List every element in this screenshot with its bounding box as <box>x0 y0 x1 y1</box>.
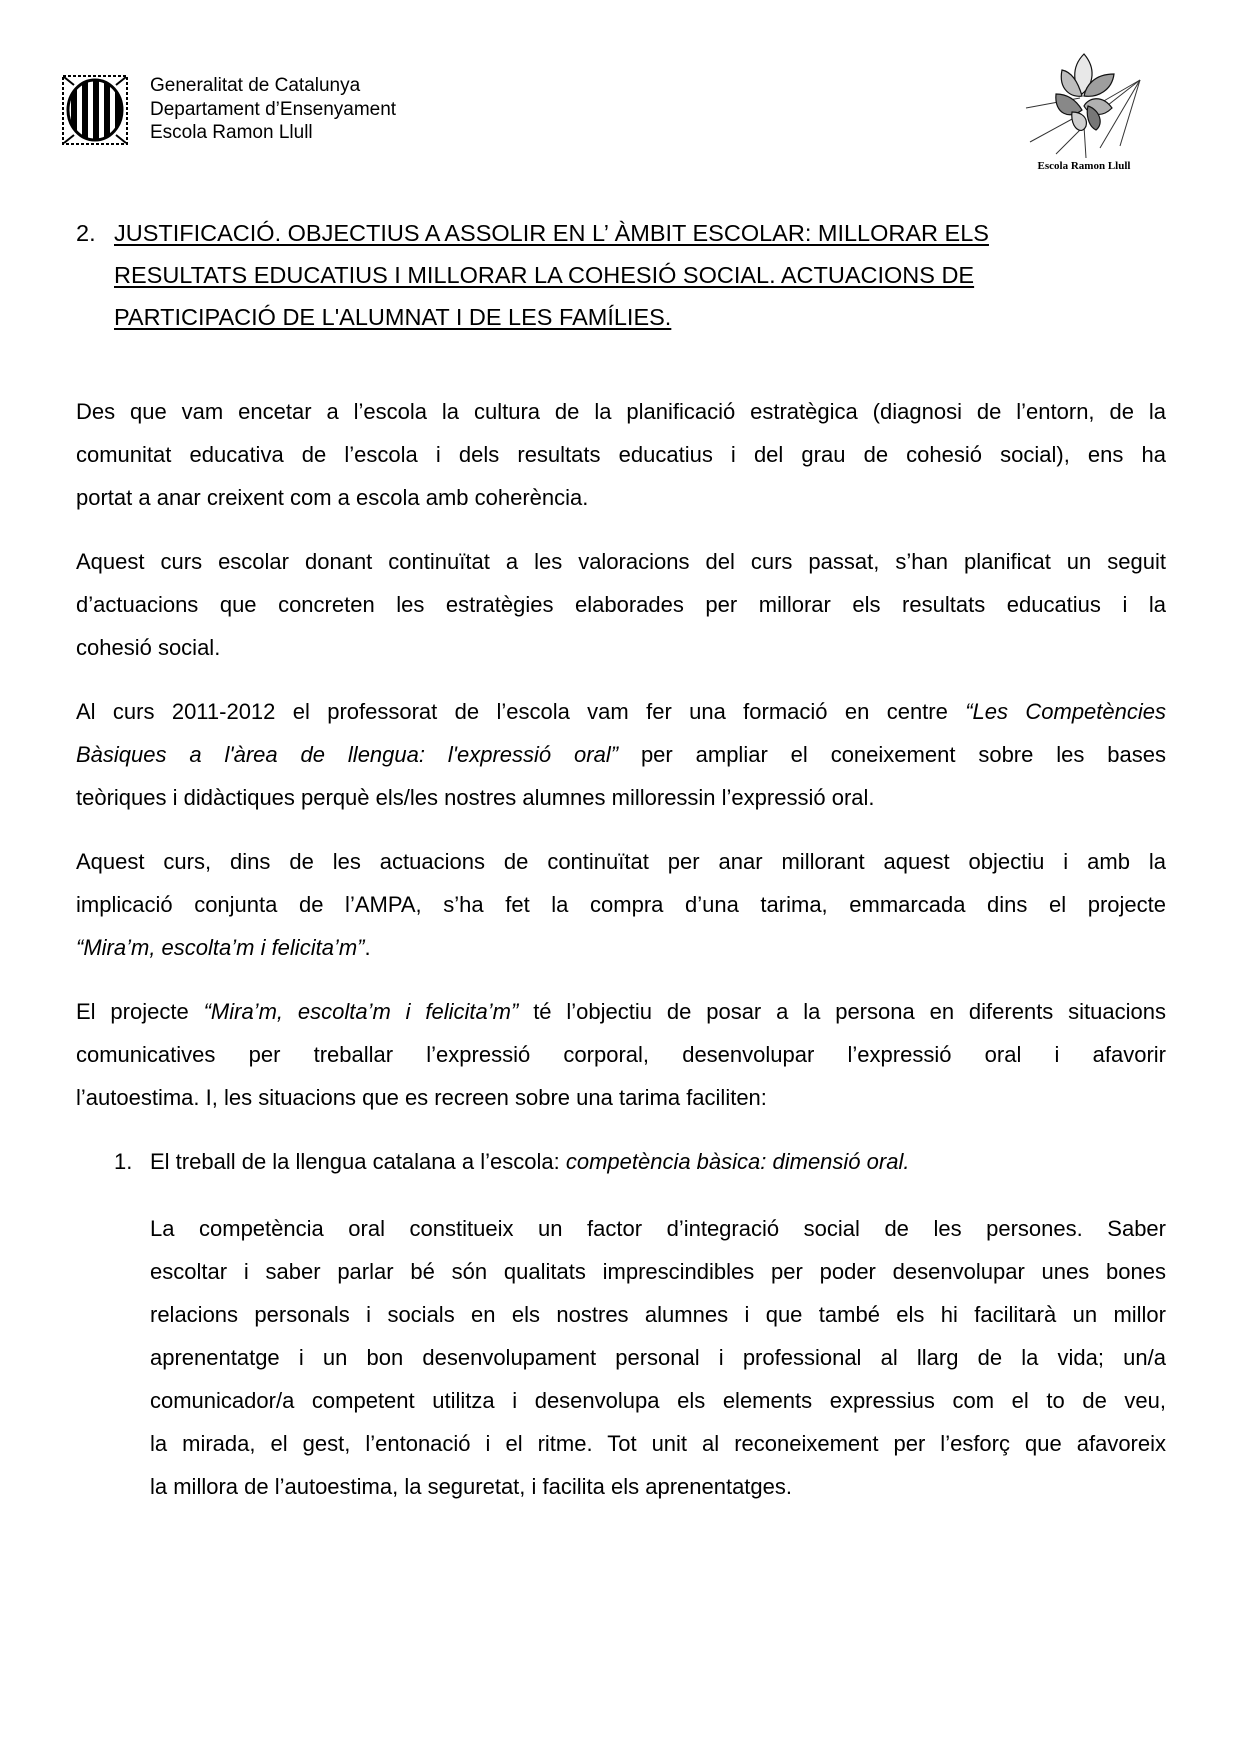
generalitat-emblem-icon <box>62 75 128 145</box>
section-title <box>114 212 1074 338</box>
paragraph-line: implicació conjunta de l’AMPA, s’ha fet la compra d’una tarima, emmarcada dins el projecte <box>76 892 1166 917</box>
paragraph-training <box>76 690 1166 819</box>
project-title-italic: “Mira’m, escolta’m i felicita’m” <box>203 999 519 1024</box>
section-title-line: JUSTIFICACIÓ. OBJECTIUS A ASSOLIR EN L’ ÀMBIT ESCOLAR: MILLORAR ELS <box>114 220 989 246</box>
paragraph-line: l’autoestima. I, les situacions que es recreen sobre una tarima faciliten: <box>76 1085 767 1110</box>
project-title-italic: “Mira’m, escolta’m i felicita’m” <box>76 935 365 960</box>
paragraph-oral-competence <box>150 1207 1166 1508</box>
list-item <box>76 1140 1166 1183</box>
paragraph-line: Des que vam encetar a l’escola la cultura de la planificació estratègica (diagnosi de l’entorn, de la <box>76 399 1166 424</box>
paragraph-line: d’actuacions que concreten les estratègies elaborades per millorar els resultats educatius i la <box>76 592 1166 617</box>
organization-header <box>150 74 396 145</box>
section-title-line: PARTICIPACIÓ DE L'ALUMNAT I DE LES FAMÍLIES. <box>114 304 672 330</box>
section-number: 2. <box>76 220 96 246</box>
paragraph-line: la millora de l’autoestima, la seguretat, i facilita els aprenentatges. <box>150 1474 793 1499</box>
text-run: El projecte <box>76 999 204 1024</box>
paragraph-line: comunicador/a competent utilitza i desenvolupa els elements expressius com el to de veu, <box>150 1388 1166 1413</box>
course-title-italic: Bàsiques a l'àrea de llengua: l'expressió oral” <box>76 742 619 767</box>
paragraph-line: Aquest curs, dins de les actuacions de continuïtat per anar millorant aquest objectiu i amb la <box>76 849 1166 874</box>
paragraph-line: comunitat educativa de l’escola i dels resultats educatius i del grau de cohesió social), ens ha <box>76 442 1166 467</box>
paragraph-current-year <box>76 540 1166 669</box>
paragraph-line: relacions personals i socials en els nostres alumnes i que també els hi facilitarà un millor <box>150 1302 1166 1327</box>
paragraph-line: portat a anar creixent com a escola amb coherència. <box>76 485 589 510</box>
paragraph-line <box>76 733 1166 776</box>
org-line-school: Escola Ramon Llull <box>150 122 313 143</box>
logo-caption: Escola Ramon Llull <box>1037 160 1131 172</box>
course-title-italic: “Les Competències <box>965 699 1166 724</box>
paragraph-line: comunicatives per treballar l’expressió corporal, desenvolupar l’expressió oral i afavorir <box>76 1042 1166 1067</box>
text-run: per ampliar el coneixement sobre les bases <box>618 742 1166 767</box>
paragraph-ampa <box>76 840 1166 969</box>
text-run: Al curs 2011-2012 el professorat de l’escola vam fer una formació en centre <box>76 699 966 724</box>
paragraph-line: cohesió social. <box>76 635 221 660</box>
paragraph-line: La competència oral constitueix un factor d’integració social de les persones. Saber <box>150 1216 1166 1241</box>
org-line-department: Departament d’Ensenyament <box>150 98 397 120</box>
paragraph-line <box>76 926 1166 969</box>
paragraph-line: aprenentatge i un bon desenvolupament personal i professional al llarg de la vida; un/a <box>150 1345 1166 1370</box>
text-run: té l’objectiu de posar a la persona en diferents situacions <box>518 999 1166 1024</box>
list-item-label-italic: competència bàsica: dimensió oral. <box>565 1149 910 1174</box>
paragraph-project <box>76 990 1166 1119</box>
school-flower-logo-icon <box>1022 50 1146 162</box>
paragraph-line <box>76 990 1166 1033</box>
paragraph-line: la mirada, el gest, l’entonació i el ritme. Tot unit al reconeixement per l’esforç que afavoreix <box>150 1431 1166 1456</box>
org-line-government: Generalitat de Catalunya <box>150 75 361 96</box>
document-body <box>76 390 1166 1508</box>
paragraph-planning <box>76 390 1166 519</box>
list-item-number: 1. <box>114 1149 133 1174</box>
text-run: . <box>364 935 371 960</box>
list-item-label: El treball de la llengua catalana a l’escola: <box>150 1149 566 1174</box>
paragraph-line: Aquest curs escolar donant continuïtat a les valoracions del curs passat, s’han planificat un seguit <box>76 549 1166 574</box>
section-title-line: RESULTATS EDUCATIUS I MILLORAR LA COHESIÓ SOCIAL. ACTUACIONS DE <box>114 262 975 288</box>
paragraph-line <box>76 690 1166 733</box>
paragraph-line: escoltar i saber parlar bé són qualitats imprescindibles per poder desenvolupar unes bones <box>150 1259 1166 1284</box>
paragraph-line: teòriques i didàctiques perquè els/les nostres alumnes milloressin l’expressió oral. <box>76 785 875 810</box>
